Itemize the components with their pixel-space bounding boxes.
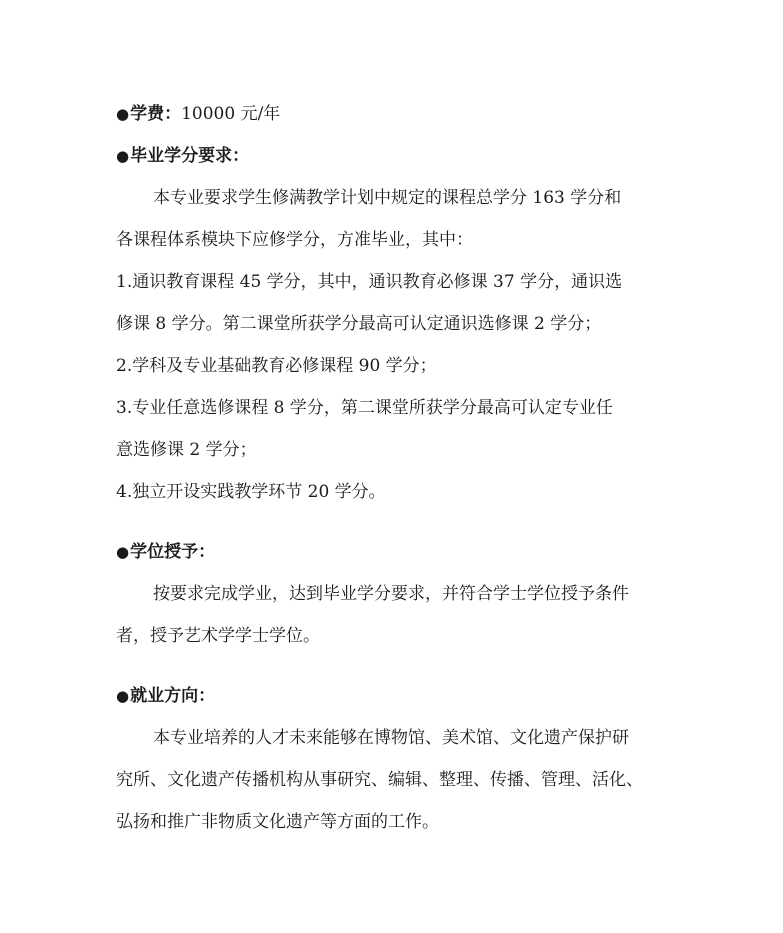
graduation-item-line: 修课 8 学分。第二课堂所获学分最高可认定通识选修课 2 学分； bbox=[116, 314, 602, 334]
bullet-icon: ● bbox=[116, 543, 130, 561]
degree-line: 按要求完成学业，达到毕业学分要求，并符合学士学位授予条件 bbox=[153, 584, 629, 604]
graduation-item-line: 4.独立开设实践教学环节 20 学分。 bbox=[116, 482, 386, 502]
degree-heading-text: 学位授予： bbox=[130, 542, 216, 562]
graduation-intro-line: 各课程体系模块下应修学分，方准毕业，其中： bbox=[116, 230, 473, 250]
employment-line: 本专业培养的人才未来能够在博物馆、美术馆、文化遗产保护研 bbox=[153, 728, 629, 748]
graduation-item-line: 3.专业任意选修课程 8 学分，第二课堂所获学分最高可认定专业任 bbox=[116, 398, 613, 418]
graduation-item-line: 1.通识教育课程 45 学分，其中，通识教育必修课 37 学分，通识选 bbox=[116, 272, 623, 292]
bullet-icon: ● bbox=[116, 687, 130, 705]
bullet-icon: ● bbox=[116, 105, 130, 123]
employment-line: 究所、文化遗产传播机构从事研究、编辑、整理、传播、管理、活化、 bbox=[116, 770, 643, 790]
employment-heading-text: 就业方向： bbox=[130, 686, 216, 706]
bullet-icon: ● bbox=[116, 147, 130, 165]
graduation-item-line: 2.学科及专业基础教育必修课程 90 学分； bbox=[116, 356, 437, 376]
employment-line: 弘扬和推广非物质文化遗产等方面的工作。 bbox=[116, 812, 439, 832]
graduation-intro-line: 本专业要求学生修满教学计划中规定的课程总学分 163 学分和 bbox=[153, 188, 622, 208]
graduation-heading-text: 毕业学分要求： bbox=[130, 146, 250, 166]
graduation-heading bbox=[116, 144, 249, 168]
tuition-label: 学费： bbox=[130, 104, 182, 124]
employment-heading bbox=[116, 684, 215, 708]
degree-line: 者，授予艺术学学士学位。 bbox=[116, 626, 320, 646]
tuition-value: 10000 元/年 bbox=[181, 104, 281, 124]
tuition-line bbox=[116, 102, 280, 126]
degree-heading bbox=[116, 540, 215, 564]
graduation-item-line: 意选修课 2 学分； bbox=[116, 440, 257, 460]
